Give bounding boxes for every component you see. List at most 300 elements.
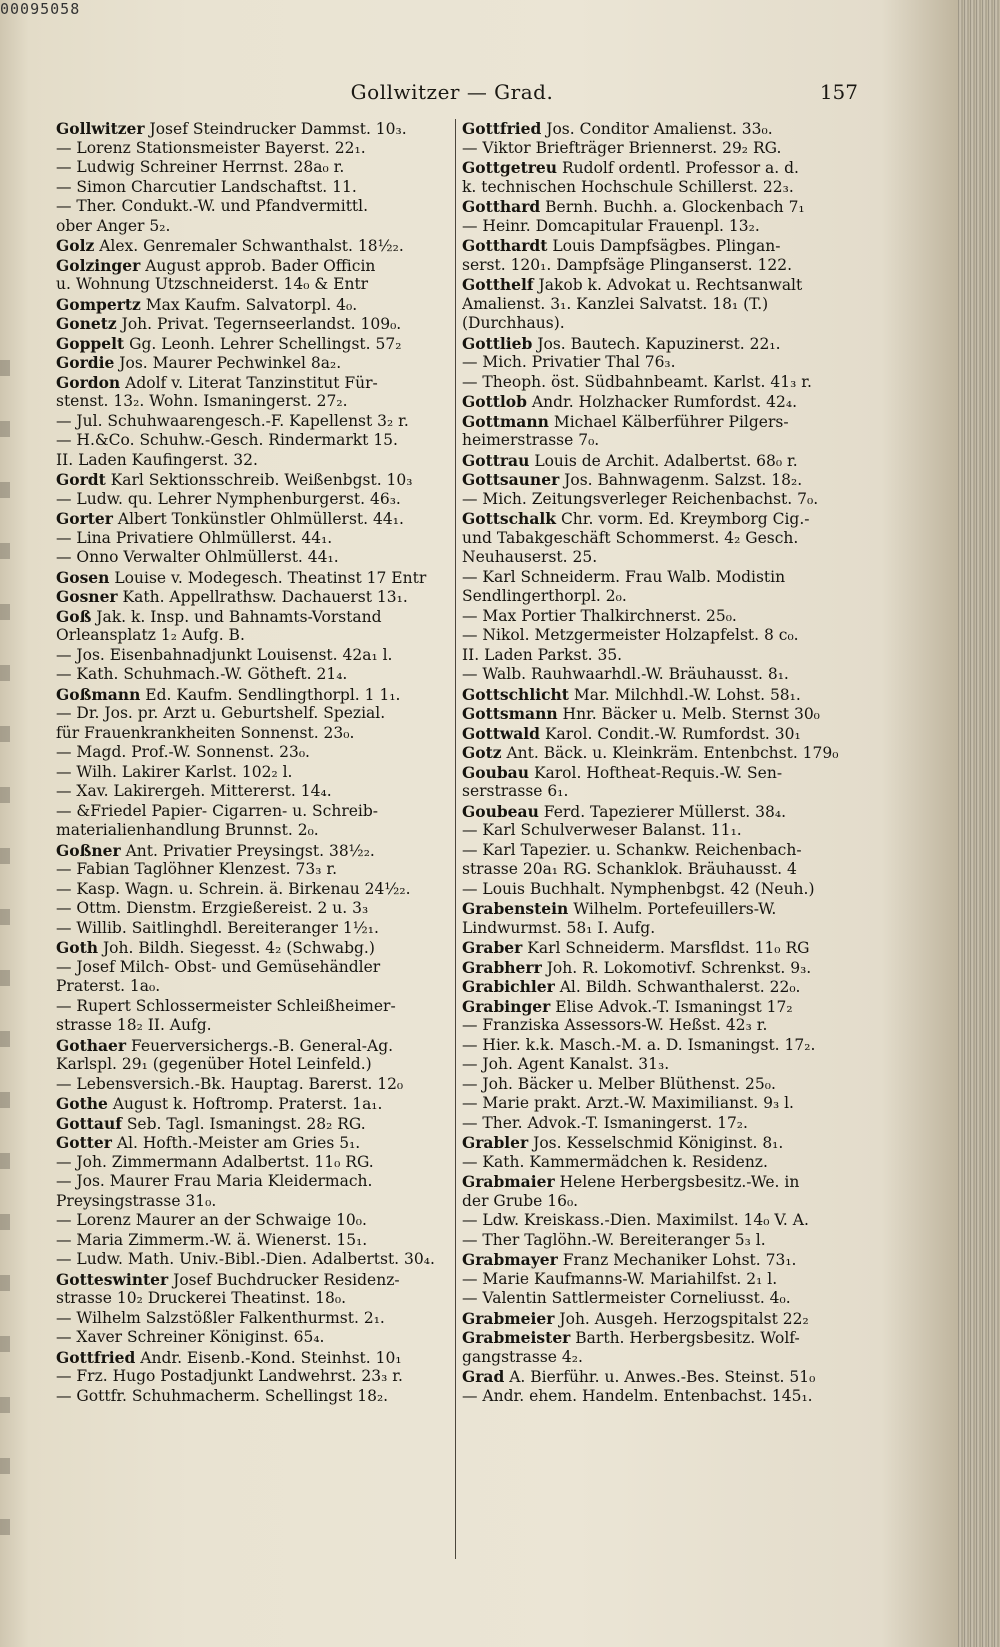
entry-surname: Grabler xyxy=(462,1133,529,1152)
entry-surname: Gottschlicht xyxy=(462,684,569,704)
directory-entry xyxy=(56,587,452,607)
entry-text: Jakob k. Advokat u. Rechtsanwalt xyxy=(538,276,803,294)
entry-text: — Nikol. Metzgermeister Holzapfelst. 8 c₀. xyxy=(462,626,799,644)
directory-entry xyxy=(462,782,862,802)
entry-text: (Durchhaus). xyxy=(462,314,565,332)
entry-text: II. Laden Parkst. 35. xyxy=(462,645,623,664)
directory-entry xyxy=(462,353,862,373)
directory-entry xyxy=(56,1036,452,1056)
directory-entry xyxy=(56,899,452,919)
entry-text: — Xaver Schreiner Königinst. 65₄. xyxy=(56,1328,325,1346)
entry-text: Orleansplatz 1₂ Aufg. B. xyxy=(56,626,245,644)
entry-text: — Magd. Prof.-W. Sonnenst. 23₀. xyxy=(56,743,310,761)
entry-text: Seb. Tagl. Ismaningst. 28₂ RG. xyxy=(126,1114,366,1133)
directory-entry xyxy=(462,626,862,646)
entry-text: — Marie Kaufmanns-W. Mariahilfst. 2₁ l. xyxy=(462,1269,778,1288)
entry-text: Adolf v. Literat Tanzinstitut Für- xyxy=(125,373,378,392)
entry-text: — Ludw. qu. Lehrer Nymphenburgerst. 46₃. xyxy=(56,489,401,508)
entry-text: Andr. Eisenb.-Kond. Steinhst. 10₁ xyxy=(140,1348,402,1367)
directory-entry xyxy=(56,568,452,588)
entry-text: August approb. Bader Officin xyxy=(145,256,376,275)
entry-text: — Dr. Jos. pr. Arzt u. Geburtshelf. Spezial. xyxy=(56,704,386,722)
entry-text: — Wilh. Lakirer Karlst. 102₂ l. xyxy=(56,762,293,781)
entry-surname: Gottgetreu xyxy=(462,158,558,177)
entry-text: — Walb. Rauhwaarhdl.-W. Bräuhausst. 8₁. xyxy=(462,665,789,683)
directory-entry xyxy=(56,1153,452,1173)
page-number: 157 xyxy=(819,80,858,104)
entry-text: — Ottm. Dienstm. Erzgießereist. 2 u. 3₃ xyxy=(56,899,369,917)
entry-text: — Lebensversich.-Bk. Hauptag. Barerst. 12₀ xyxy=(56,1074,404,1093)
directory-entry xyxy=(462,509,862,529)
entry-text: — Josef Milch- Obst- und Gemüsehändler xyxy=(56,957,381,976)
directory-entry xyxy=(462,919,862,939)
directory-entry xyxy=(56,665,452,685)
entry-text: Barth. Herbergsbesitz. Wolf- xyxy=(575,1329,800,1347)
entry-text: Neuhauserst. 25. xyxy=(462,548,598,566)
entry-surname: Gosner xyxy=(56,587,118,606)
entry-surname: Gotthardt xyxy=(462,236,548,255)
directory-entry xyxy=(462,665,862,685)
directory-entry xyxy=(462,1328,862,1348)
entry-text: strasse 20a₁ RG. Schanklok. Bräuhausst. 4 xyxy=(462,860,797,878)
directory-entry xyxy=(56,1270,452,1290)
directory-entry xyxy=(56,1172,452,1192)
directory-entry xyxy=(462,1133,862,1153)
entry-text: Mar. Milchhdl.-W. Lohst. 58₁. xyxy=(573,685,801,704)
entry-text: — Rupert Schlossermeister Schleißheimer- xyxy=(56,996,396,1015)
entry-text: — Fabian Taglöhner Klenzest. 73₃ r. xyxy=(56,860,338,878)
entry-text: Louise v. Modegesch. Theatinst 17 Entr xyxy=(114,568,427,587)
entry-text: Ant. Privatier Preysingst. 38½₂. xyxy=(125,841,375,860)
entry-text: Bernh. Buchh. a. Glockenbach 7₁ xyxy=(545,198,805,216)
directory-entry xyxy=(462,977,862,997)
entry-text: Jos. Kesselschmid Königinst. 8₁. xyxy=(533,1134,784,1152)
entry-text: Chr. vorm. Ed. Kreymborg Cig.- xyxy=(560,510,810,528)
column-divider xyxy=(455,119,456,1559)
entry-surname: Graber xyxy=(462,938,523,957)
entry-text: — &Friedel Papier- Cigarren- u. Schreib- xyxy=(56,801,379,820)
entry-text: — Hier. k.k. Masch.-M. a. D. Ismaningst. 17₂. xyxy=(462,1035,816,1054)
directory-entry xyxy=(56,373,452,393)
entry-text: Al. Bildh. Schwanthalerst. 22₀. xyxy=(559,978,801,996)
directory-entry xyxy=(462,1367,862,1387)
entry-text: strasse 18₂ II. Aufg. xyxy=(56,1016,212,1034)
entry-text: Joh. R. Lokomotivf. Schrenkst. 9₃. xyxy=(546,958,812,977)
entry-surname: Gotz xyxy=(462,743,502,762)
directory-entry xyxy=(56,353,452,373)
directory-entry xyxy=(56,412,452,432)
directory-entry xyxy=(462,1036,862,1056)
directory-entry xyxy=(56,685,452,705)
entry-text: — Joh. Zimmermann Adalbertst. 11₀ RG. xyxy=(56,1152,374,1171)
entry-text: Rudolf ordentl. Professor a. d. xyxy=(562,159,799,177)
entry-surname: Goppelt xyxy=(56,333,125,353)
directory-entry xyxy=(56,314,452,334)
directory-entry xyxy=(56,158,452,178)
entry-surname: Gottmann xyxy=(462,411,549,431)
directory-entry xyxy=(462,646,862,666)
directory-entry xyxy=(462,470,862,490)
directory-entry xyxy=(56,860,452,880)
directory-entry xyxy=(462,1348,862,1368)
directory-entry xyxy=(462,899,862,919)
directory-entry xyxy=(56,119,452,139)
directory-entry xyxy=(462,431,862,451)
entry-text: Helene Herbergsbesitz.-We. in xyxy=(559,1173,800,1191)
directory-entry xyxy=(56,1016,452,1036)
directory-entry xyxy=(462,1231,862,1251)
entry-text: serstrasse 6₁. xyxy=(462,782,569,800)
entry-surname: Gosen xyxy=(56,567,110,587)
entry-surname: Grad xyxy=(462,1367,505,1386)
entry-text: — Viktor Briefträger Briennerst. 29₂ RG. xyxy=(462,138,782,157)
directory-entry xyxy=(462,880,862,900)
directory-entry xyxy=(56,1309,452,1329)
entry-text: Karl Sektionsschreib. Weißenbgst. 10₃ xyxy=(110,471,413,489)
entry-text: Joh. Privat. Tegernseerlandst. 109₀. xyxy=(121,315,402,333)
directory-entry xyxy=(462,392,862,412)
entry-text: Josef Steindrucker Dammst. 10₃. xyxy=(149,120,407,138)
directory-entry xyxy=(56,256,452,276)
entry-surname: Grabinger xyxy=(462,996,551,1016)
entry-text: — Onno Verwalter Ohlmüllerst. 44₁. xyxy=(56,548,339,566)
entry-text: — Max Portier Thalkirchnerst. 25₀. xyxy=(462,606,737,625)
directory-entry xyxy=(462,607,862,627)
directory-entry xyxy=(56,1348,452,1368)
entry-text: Albert Tonkünstler Ohlmüllerst. 44₁. xyxy=(117,510,404,528)
entry-text: Jos. Bautech. Kapuzinerst. 22₁. xyxy=(537,334,781,353)
directory-entry xyxy=(56,841,452,861)
entry-text: Andr. Holzhacker Rumfordst. 42₄. xyxy=(531,393,797,411)
directory-entry xyxy=(462,373,862,393)
corner-mark: 00095058 xyxy=(0,0,81,18)
directory-entry xyxy=(462,295,862,315)
entry-text: heimerstrasse 7₀. xyxy=(462,431,600,449)
entry-text: Praterst. 1a₀. xyxy=(56,977,161,995)
directory-entry xyxy=(462,568,862,588)
directory-entry xyxy=(462,1270,862,1290)
entry-surname: Grabenstein xyxy=(462,899,569,918)
entry-text: Louis Dampfsägbes. Plingan- xyxy=(552,237,781,255)
directory-entry xyxy=(56,178,452,198)
directory-entry xyxy=(462,743,862,763)
entry-text: Feuerversichergs.-B. General-Ag. xyxy=(131,1036,394,1055)
directory-entry xyxy=(56,1231,452,1251)
directory-entry xyxy=(56,997,452,1017)
directory-entry xyxy=(462,314,862,334)
entry-text: — Willib. Saitlinghdl. Bereiteranger 1½₁. xyxy=(56,918,379,937)
entry-text: August k. Hoftromp. Praterst. 1a₁. xyxy=(112,1095,383,1113)
running-head: Gollwitzer — Grad. xyxy=(350,80,554,104)
directory-entry xyxy=(56,802,452,822)
entry-text: Max Kaufm. Salvatorpl. 4₀. xyxy=(145,295,358,314)
entry-text: materialienhandlung Brunnst. 2₀. xyxy=(56,821,319,839)
entry-text: — Jul. Schuhwaarengesch.-F. Kapellenst 3₂ r. xyxy=(56,411,409,430)
entry-text: — Theoph. öst. Südbahnbeamt. Karlst. 41₃ r. xyxy=(462,372,812,391)
entry-text: Jos. Conditor Amalienst. 33₀. xyxy=(546,120,773,138)
directory-entry xyxy=(462,763,862,783)
directory-entry xyxy=(56,236,452,256)
entry-surname: Goßmann xyxy=(56,684,141,704)
entry-text: — Jos. Maurer Frau Maria Kleidermach. xyxy=(56,1172,373,1190)
directory-entry xyxy=(462,1211,862,1231)
directory-entry xyxy=(56,1387,452,1407)
entry-text: stenst. 13₂. Wohn. Ismaningerst. 27₂. xyxy=(56,392,348,410)
directory-entry xyxy=(462,119,862,139)
entry-text: — Maria Zimmerm.-W. ä. Wienerst. 15₁. xyxy=(56,1230,368,1249)
entry-text: — Frz. Hugo Postadjunkt Landwehrst. 23₃ r. xyxy=(56,1367,403,1385)
entry-surname: Gonetz xyxy=(56,314,117,333)
directory-entry xyxy=(462,1016,862,1036)
entry-text: strasse 10₂ Druckerei Theatinst. 18₀. xyxy=(56,1289,347,1307)
entry-text: Alex. Genremaler Schwanthalst. 18½₂. xyxy=(99,237,404,255)
entry-surname: Goth xyxy=(56,938,99,957)
directory-entry xyxy=(56,880,452,900)
directory-entry xyxy=(56,451,452,471)
entry-surname: Gottlob xyxy=(462,392,527,411)
entry-text: — Marie prakt. Arzt.-W. Maximilianst. 9₃ l. xyxy=(462,1094,794,1112)
directory-entry xyxy=(56,938,452,958)
entry-text: — Lina Privatiere Ohlmüllerst. 44₁. xyxy=(56,528,333,547)
directory-entry xyxy=(56,977,452,997)
directory-entry xyxy=(56,743,452,763)
entry-surname: Gotter xyxy=(56,1133,112,1152)
entry-surname: Grabherr xyxy=(462,957,542,977)
directory-entry xyxy=(462,997,862,1017)
entry-surname: Gottsmann xyxy=(462,704,558,723)
directory-entry xyxy=(56,1328,452,1348)
directory-entry xyxy=(56,392,452,412)
directory-entry xyxy=(462,802,862,822)
entry-text: — Mich. Privatier Thal 76₃. xyxy=(462,353,676,371)
entry-surname: Gottfried xyxy=(56,1347,136,1367)
entry-surname: Gottlieb xyxy=(462,333,533,353)
entry-surname: Gollwitzer xyxy=(56,119,145,138)
page-header xyxy=(52,80,858,114)
entry-text: Kath. Appellrathsw. Dachauerst 13₁. xyxy=(122,588,408,606)
entry-text: — Lorenz Maurer an der Schwaige 10₀. xyxy=(56,1211,367,1229)
directory-entry xyxy=(462,1250,862,1270)
entry-text: und Tabakgeschäft Schommerst. 4₂ Gesch. xyxy=(462,528,799,547)
entry-text: — Jos. Eisenbahnadjunkt Louisenst. 42a₁ l. xyxy=(56,645,393,664)
entry-text: — Heinr. Domcapitular Frauenpl. 13₂. xyxy=(462,216,760,235)
entry-text: — Xav. Lakirergeh. Mittererst. 14₄. xyxy=(56,782,332,800)
entry-text: Karol. Hoftheat-Requis.-W. Sen- xyxy=(533,763,783,782)
entry-text: — Gottfr. Schuhmacherm. Schellingst 18₂. xyxy=(56,1386,389,1405)
entry-text: — Ludwig Schreiner Herrnst. 28a₀ r. xyxy=(56,158,345,176)
directory-entry xyxy=(56,275,452,295)
left-column xyxy=(56,119,452,1406)
entry-text: Lindwurmst. 58₁ I. Aufg. xyxy=(462,918,656,937)
directory-entry xyxy=(56,763,452,783)
entry-text: — Karl Tapezier. u. Schankw. Reichenbach- xyxy=(462,840,802,859)
entry-text: — Wilhelm Salzstößler Falkenthurmst. 2₁. xyxy=(56,1308,385,1327)
directory-entry xyxy=(56,1133,452,1153)
entry-text: Preysingstrasse 31₀. xyxy=(56,1191,217,1210)
directory-entry xyxy=(56,1211,452,1231)
entry-text: Karol. Condit.-W. Rumfordst. 30₁ xyxy=(544,724,801,743)
directory-entry xyxy=(56,197,452,217)
entry-text: Josef Buchdrucker Residenz- xyxy=(173,1270,400,1289)
directory-entry xyxy=(462,1172,862,1192)
entry-surname: Golz xyxy=(56,236,95,255)
directory-entry xyxy=(56,607,452,627)
directory-entry xyxy=(462,1192,862,1212)
directory-entry xyxy=(462,958,862,978)
entry-text: — Andr. ehem. Handelm. Entenbachst. 145₁. xyxy=(462,1386,813,1405)
entry-text: — Louis Buchhalt. Nymphenbgst. 42 (Neuh.) xyxy=(462,879,815,898)
entry-text: Hnr. Bäcker u. Melb. Sternst 30₀ xyxy=(562,705,820,723)
directory-entry xyxy=(462,139,862,159)
entry-surname: Gompertz xyxy=(56,294,141,314)
directory-entry xyxy=(462,860,862,880)
entry-surname: Gottsauner xyxy=(462,470,560,489)
entry-text: — Valentin Sattlermeister Corneliusst. 4₀. xyxy=(462,1289,791,1307)
directory-entry xyxy=(462,490,862,510)
directory-entry xyxy=(56,1289,452,1309)
directory-entry xyxy=(462,236,862,256)
entry-text: — Ther Taglöhn.-W. Bereiteranger 5₃ l. xyxy=(462,1230,766,1249)
directory-entry xyxy=(462,178,862,198)
entry-surname: Gottauf xyxy=(56,1113,122,1133)
entry-surname: Golzinger xyxy=(56,255,141,275)
entry-surname: Gorter xyxy=(56,509,113,528)
entry-text: Jak. k. Insp. und Bahnamts-Vorstand xyxy=(96,607,382,626)
directory-entry xyxy=(56,958,452,978)
entry-surname: Grabichler xyxy=(462,977,555,996)
entry-text: serst. 120₁. Dampfsäge Plinganserst. 122. xyxy=(462,255,793,274)
directory-entry xyxy=(462,1055,862,1075)
entry-surname: Gottfried xyxy=(462,119,542,138)
directory-entry xyxy=(56,782,452,802)
directory-entry xyxy=(462,217,862,237)
entry-text: — Franziska Assessors-W. Heßst. 42₃ r. xyxy=(462,1016,768,1034)
directory-entry xyxy=(56,724,452,744)
directory-entry xyxy=(462,1153,862,1173)
directory-entry xyxy=(462,548,862,568)
directory-entry xyxy=(56,1055,452,1075)
entry-text: — Joh. Agent Kanalst. 31₃. xyxy=(462,1055,670,1073)
directory-entry xyxy=(462,938,862,958)
entry-surname: Gottrau xyxy=(462,450,530,470)
entry-text: Amalienst. 3₁. Kanzlei Salvatst. 18₁ (T.) xyxy=(462,294,769,313)
entry-surname: Goubau xyxy=(462,762,529,782)
entry-surname: Gordon xyxy=(56,372,121,392)
entry-text: Joh. Ausgeh. Herzogspitalst 22₂ xyxy=(559,1309,809,1328)
entry-surname: Gotteswinter xyxy=(56,1269,169,1289)
directory-entry xyxy=(462,841,862,861)
entry-text: Ferd. Tapezierer Müllerst. 38₄. xyxy=(543,802,786,821)
directory-entry xyxy=(56,1075,452,1095)
entry-text: Jos. Bahnwagenm. Salzst. 18₂. xyxy=(564,471,803,489)
entry-text: — Lorenz Stationsmeister Bayerst. 22₁. xyxy=(56,138,366,157)
entry-surname: Gottschalk xyxy=(462,509,556,528)
adjacent-page-margin xyxy=(0,360,12,1610)
directory-entry xyxy=(56,217,452,237)
entry-text: Elise Advok.-T. Ismaningst 17₂ xyxy=(555,997,793,1016)
entry-text: — Karl Schulverweser Balanst. 11₁. xyxy=(462,821,742,839)
directory-entry xyxy=(462,1075,862,1095)
entry-text: — Ther. Condukt.-W. und Pfandvermittl. xyxy=(56,197,369,215)
directory-entry xyxy=(56,704,452,724)
directory-entry xyxy=(462,529,862,549)
entry-text: — Ldw. Kreiskass.-Dien. Maximilst. 14₀ V. A. xyxy=(462,1211,809,1229)
entry-text: — Karl Schneiderm. Frau Walb. Modistin xyxy=(462,567,786,586)
entry-text: — Kath. Kammermädchen k. Residenz. xyxy=(462,1152,768,1171)
entry-text: — Ludw. Math. Univ.-Bibl.-Dien. Adalbertst. 30₄. xyxy=(56,1250,435,1268)
entry-text: u. Wohnung Utzschneiderst. 14₀ & Entr xyxy=(56,275,369,293)
directory-entry xyxy=(56,334,452,354)
directory-entry xyxy=(56,295,452,315)
directory-entry xyxy=(462,412,862,432)
entry-surname: Gotthelf xyxy=(462,275,534,294)
entry-text: Sendlingerthorpl. 2₀. xyxy=(462,587,627,605)
directory-entry xyxy=(56,646,452,666)
directory-entry xyxy=(56,529,452,549)
entry-surname: Goubeau xyxy=(462,801,539,821)
directory-entry xyxy=(56,1114,452,1134)
right-column xyxy=(462,119,862,1406)
directory-entry xyxy=(462,451,862,471)
directory-entry xyxy=(462,685,862,705)
entry-surname: Gottwald xyxy=(462,723,541,743)
directory-entry xyxy=(56,626,452,646)
entry-surname: Grabmaier xyxy=(462,1172,555,1191)
directory-entry xyxy=(56,821,452,841)
directory-entry xyxy=(462,1309,862,1329)
directory-entry xyxy=(56,490,452,510)
entry-text: — Kasp. Wagn. u. Schrein. ä. Birkenau 24½₂. xyxy=(56,879,411,898)
directory-entry xyxy=(462,197,862,217)
entry-text: Franz Mechaniker Lohst. 73₁. xyxy=(562,1251,797,1269)
entry-text: II. Laden Kaufingerst. 32. xyxy=(56,450,258,469)
book-edge xyxy=(958,0,1000,1647)
directory-entry xyxy=(56,548,452,568)
directory-entry xyxy=(462,275,862,295)
directory-entry xyxy=(462,334,862,354)
directory-entry xyxy=(462,158,862,178)
directory-entry xyxy=(56,1192,452,1212)
directory-entry xyxy=(462,704,862,724)
directory-entry xyxy=(462,1094,862,1114)
entry-text: gangstrasse 4₂. xyxy=(462,1347,583,1366)
entry-text: — H.&Co. Schuhw.-Gesch. Rindermarkt 15. xyxy=(56,431,398,449)
directory-entry xyxy=(462,1289,862,1309)
entry-text: Wilhelm. Portefeuillers-W. xyxy=(573,900,777,918)
directory-entry xyxy=(462,256,862,276)
directory-entry xyxy=(56,470,452,490)
entry-text: Jos. Maurer Pechwinkel 8a₂. xyxy=(119,354,342,372)
entry-text: — Ther. Advok.-T. Ismaningerst. 17₂. xyxy=(462,1113,748,1132)
entry-text: Michael Kälberführer Pilgers- xyxy=(553,412,789,431)
entry-text: k. technischen Hochschule Schillerst. 22₃. xyxy=(462,177,794,196)
entry-text: Ed. Kaufm. Sendlingthorpl. 1 1₁. xyxy=(145,685,401,704)
entry-surname: Grabmayer xyxy=(462,1250,558,1269)
entry-surname: Gotthard xyxy=(462,197,541,216)
directory-entry xyxy=(56,1094,452,1114)
entry-surname: Grabmeister xyxy=(462,1328,571,1347)
directory-entry xyxy=(56,139,452,159)
entry-text: Karlspl. 29₁ (gegenüber Hotel Leinfeld.) xyxy=(56,1055,372,1073)
entry-surname: Goßner xyxy=(56,840,121,860)
directory-entry xyxy=(56,1367,452,1387)
directory-entry xyxy=(462,724,862,744)
entry-surname: Grabmeier xyxy=(462,1308,555,1328)
entry-text: — Kath. Schuhmach.-W. Götheft. 21₄. xyxy=(56,665,348,683)
entry-text: der Grube 16₀. xyxy=(462,1191,579,1210)
entry-surname: Gothe xyxy=(56,1094,108,1113)
entry-text: für Frauenkrankheiten Sonnenst. 23₀. xyxy=(56,723,355,742)
